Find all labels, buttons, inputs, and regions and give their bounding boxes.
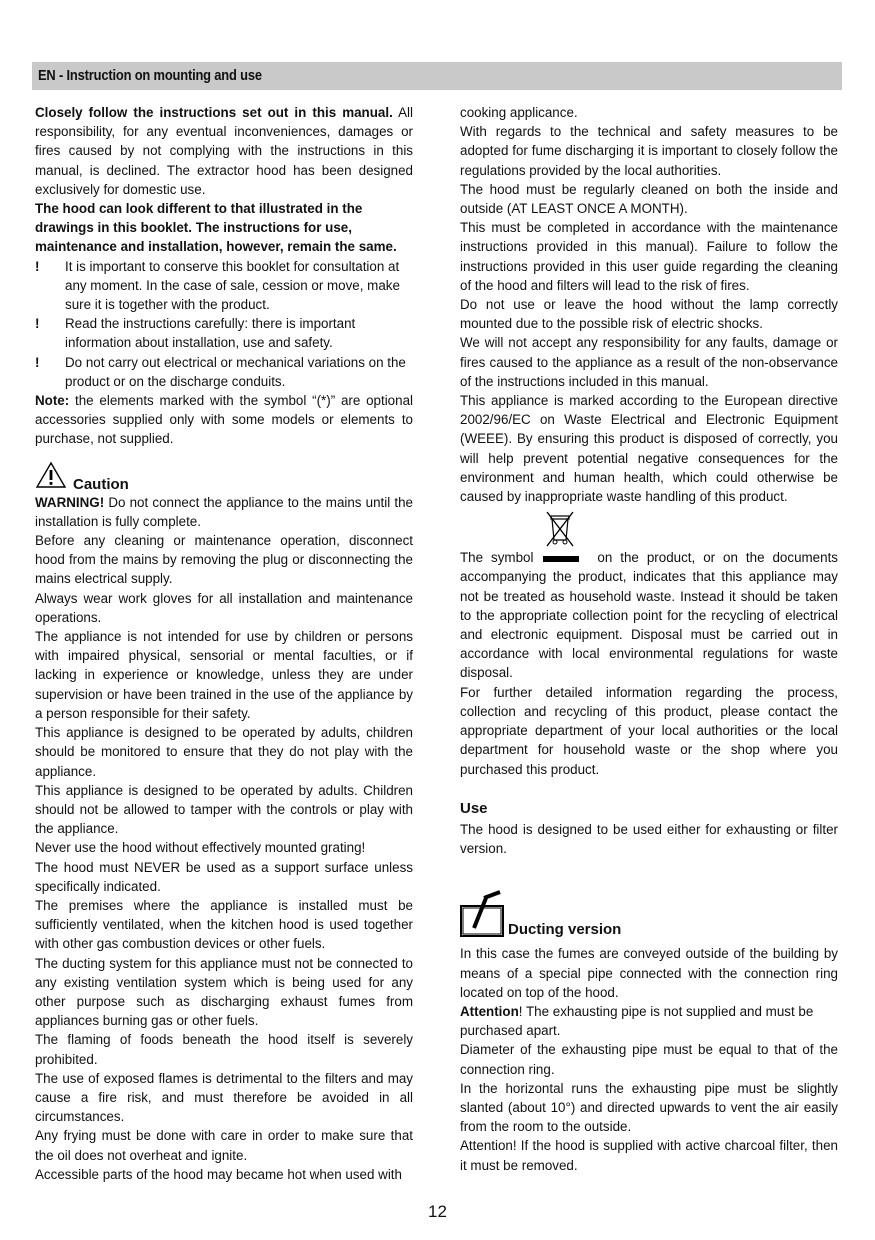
warning-label: WARNING! (35, 494, 105, 510)
bullet-item (35, 353, 413, 391)
left-column (35, 103, 413, 1184)
safety-paragraph: Never use the hood without effectively mounted grating! (35, 840, 366, 856)
bullet-mark: ! (35, 354, 40, 370)
safety-paragraph: Accessible parts of the hood may became hot when used with (35, 1166, 402, 1182)
ducting-icon (460, 888, 506, 938)
bullet-item (35, 314, 413, 352)
safety-paragraph: This appliance is designed to be operated by adults. Children should not be allowed to tamper with the controls or play with the appliance. (35, 782, 413, 837)
caution-heading (35, 461, 413, 493)
safety-paragraph: Any frying must be done with care in order to make sure that the oil does not overheat and ignite. (35, 1128, 413, 1163)
safety-paragraph: The premises where the appliance is installed must be sufficiently ventilated, when the kitchen hood is used together with other gas combustion devices or other fuels. (35, 897, 413, 952)
bullet-item (35, 257, 413, 315)
weee-paragraph: This appliance is marked according to the European directive 2002/96/EC on Waste Electrical and Electronic Equipment (WEEE). By ensuring this product is disposed of correctly, you will help prevent potential negative consequences for the environment and human health, which could otherwise be caused by inappropriate waste handling of this product. (460, 393, 838, 505)
intro-bold: Closely follow the instructions set out in this manual. (35, 105, 393, 120)
safety-paragraph: The flaming of foods beneath the hood itself is severely prohibited. (35, 1032, 413, 1067)
weee-bar-icon (543, 556, 579, 562)
safety-paragraph: The use of exposed flames is detrimental to the filters and may cause a fire risk, and must therefore be avoided in all circumstances. (35, 1070, 413, 1125)
section-header (32, 62, 842, 90)
safety-paragraph: We will not accept any responsibility for any faults, damage or fires caused to the appliance as a result of the non-observance of the instructions included in this manual. (460, 335, 838, 389)
safety-paragraph: cooking applicance. (460, 105, 578, 120)
note-text: the elements marked with the symbol “(*)” are optional accessories supplied only with some models or elements to purchase, not supplied. (35, 393, 413, 447)
intro-text: All responsibility, for any eventual inconveniences, damages or fires caused by not complying with the instructions in this manual, is declined. The extractor hood has been designed exclusively for domestic use. (35, 105, 413, 197)
safety-paragraph: The hood must be regularly cleaned on both the inside and outside (AT LEAST ONCE A MONTH). (460, 181, 838, 217)
bullet-mark: ! (35, 258, 40, 274)
crossed-bin-icon (544, 510, 576, 548)
safety-paragraph: This appliance is designed to be operated by adults, children should be monitored to ensure that they do not play with the appliance. (35, 725, 413, 779)
caution-title: Caution (73, 475, 129, 493)
bullet-text: Read the instructions carefully: there is important information about installation, use and safety. (65, 316, 356, 351)
warning-text: Do not connect the appliance to the mains until the installation is fully complete. (35, 494, 413, 529)
ducting-paragraph: Diameter of the exhausting pipe must be equal to that of the connection ring. (460, 1042, 838, 1077)
weee-symbol-row (460, 506, 838, 548)
bullet-mark: ! (35, 316, 40, 332)
safety-paragraph: This must be completed in accordance with the maintenance instructions provided in this manual). Failure to follow the instructions provided in this user guide regarding the cleaning of the hood and filters will lead to the risk of fires. (460, 220, 838, 293)
safety-paragraph: Before any cleaning or maintenance operation, disconnect hood from the mains by removing the plug or disconnecting the mains electrical supply. (35, 533, 413, 587)
use-title: Use (460, 799, 488, 817)
warning-paragraph (35, 493, 413, 531)
safety-paragraph: Do not use or leave the hood without the lamp correctly mounted due to the possible risk of electric shocks. (460, 297, 838, 332)
note-paragraph (35, 391, 413, 449)
ducting-paragraph: In the horizontal runs the exhausting pipe must be slightly slanted (about 10°) and directed upwards to vent the air easily from the room to the outside. (460, 1080, 838, 1135)
symbol-text: on the product, or on the documents accompanying the product, indicates that this appliance may not be treated as household waste. Instead it should be taken to the appropriate collection point for the recycling of electrical and electronic equipment. Disposal must be carried out in accordance with local environmental regulations for waste disposal. (460, 550, 838, 681)
symbol-paragraph (460, 548, 838, 682)
safety-paragraph: The appliance is not intended for use by children or persons with impaired physical, sensorial or mental faculties, or if lacking in experience or knowledge, unless they are under supervision or have been trained in the use of the appliance by a person responsible for their safety. (35, 629, 413, 721)
warning-triangle-icon (35, 461, 67, 489)
bullet-text: Do not carry out electrical or mechanical variations on the product or on the discharge conduits. (65, 354, 406, 389)
attention-label: Attention (460, 1003, 519, 1019)
bullet-text: It is important to conserve this booklet for consultation at any moment. In the case of sale, cession or move, make sure it is together with the product. (65, 258, 400, 313)
different-notice: The hood can look different to that illustrated in the drawings in this booklet. The instructions for use, maintenance and installation, however, remain the same. (35, 201, 397, 255)
ducting-paragraph: In this case the fumes are conveyed outside of the building by means of a special pipe connected with the connection ring located on top of the hood. (460, 946, 838, 1000)
attention-text: ! The exhausting pipe is not supplied and must be purchased apart. (460, 1003, 814, 1039)
safety-paragraph: Always wear work gloves for all installation and maintenance operations. (35, 590, 413, 625)
safety-paragraph: The ducting system for this appliance must not be connected to any existing ventilation system which is being used for any other purpose such as discharging exhaust fumes from appliances burning gas or other fuels. (35, 955, 413, 1029)
use-paragraph: The hood is designed to be used either for exhausting or filter version. (460, 821, 838, 857)
safety-paragraph: The hood must NEVER be used as a support surface unless specifically indicated. (35, 859, 413, 894)
ducting-heading (460, 888, 838, 944)
further-paragraph: For further detailed information regarding the process, collection and recycling of this product, please contact the appropriate department of your local authorities or the local department for household waste or the shop where you purchased this product. (460, 684, 838, 777)
attention-paragraph (460, 1002, 838, 1040)
note-label: Note: (35, 393, 70, 409)
ducting-title: Ducting version (508, 921, 622, 939)
right-column (460, 103, 838, 1175)
intro-paragraph (35, 103, 413, 199)
ducting-paragraph: Attention! If the hood is supplied with active charcoal filter, then it must be removed. (460, 1138, 838, 1173)
safety-paragraph: With regards to the technical and safety measures to be adopted for fume discharging it is important to closely follow the regulations provided by the local authorities. (460, 124, 838, 178)
page-number: 12 (428, 1202, 447, 1221)
symbol-prefix: The symbol (460, 550, 534, 566)
section-header-title: EN - Instruction on mounting and use (38, 67, 262, 84)
